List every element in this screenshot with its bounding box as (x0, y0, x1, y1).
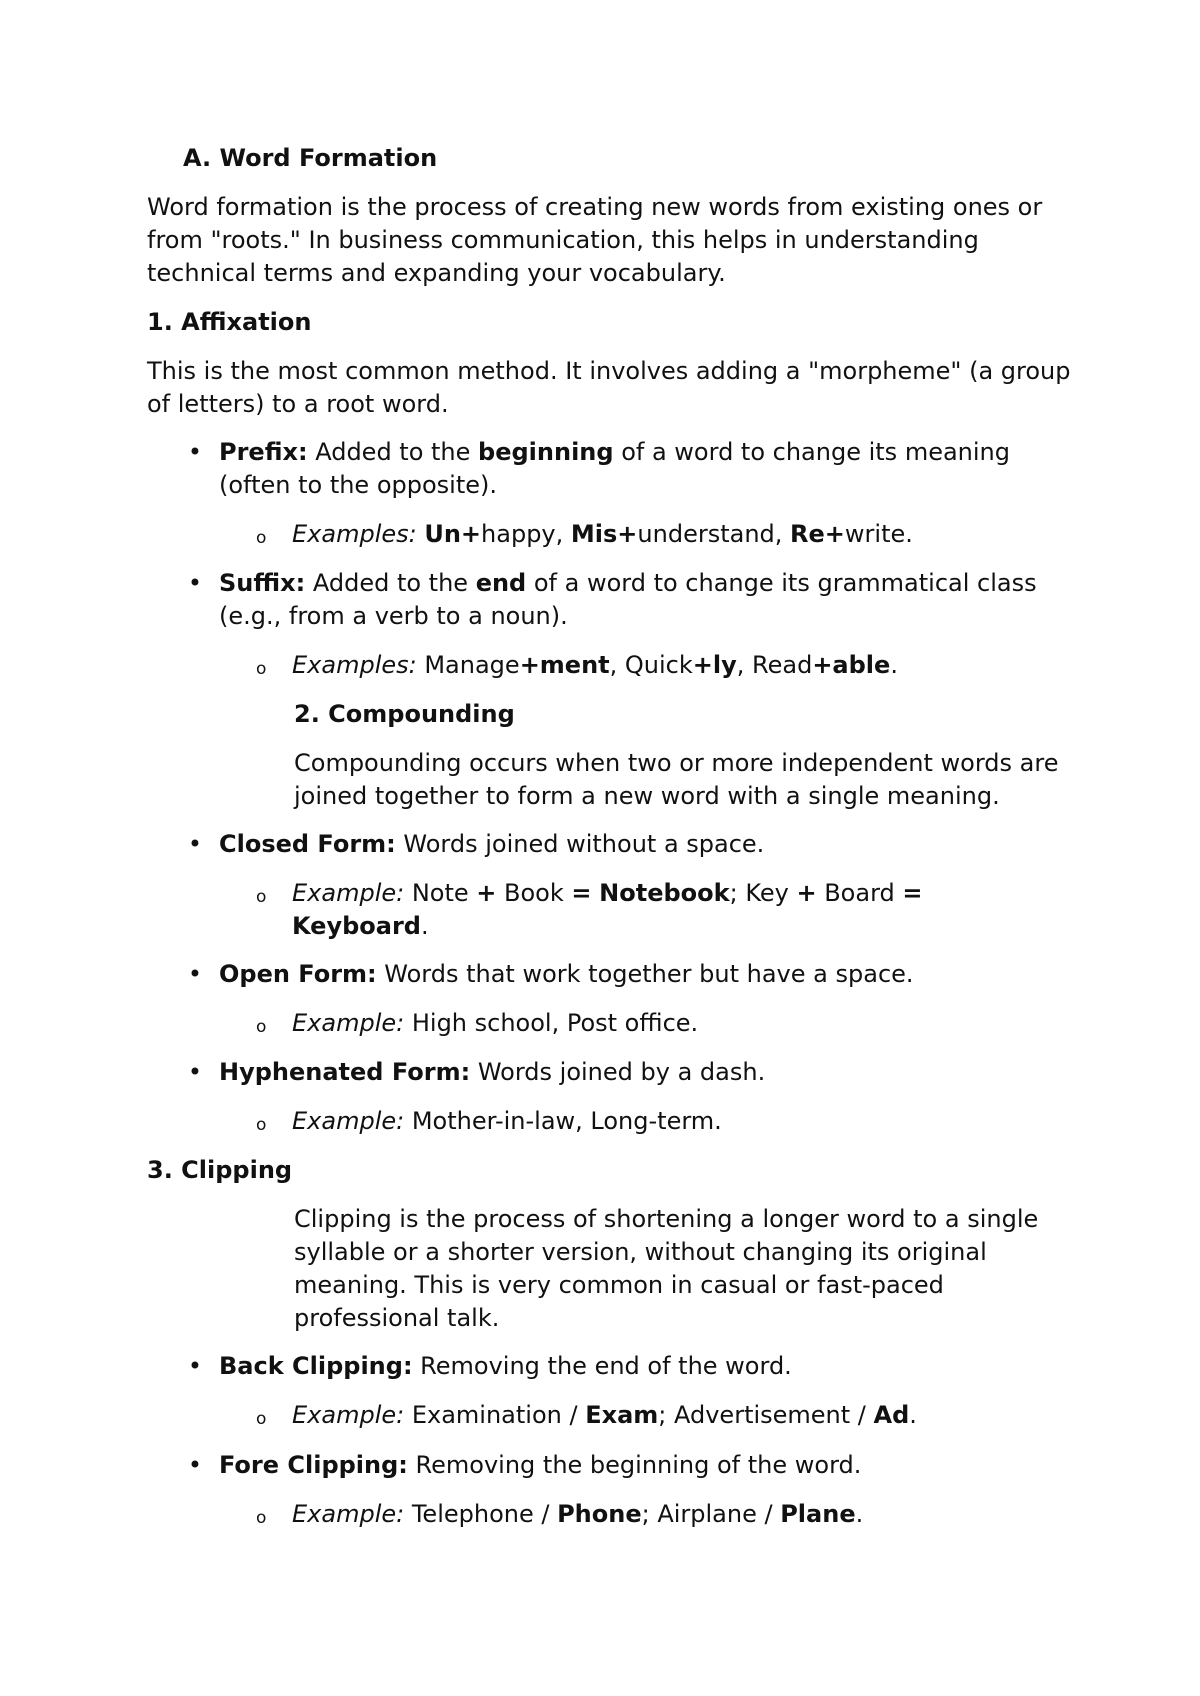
sub-bullet-icon: o (256, 659, 267, 679)
text-run: of a word to change its grammatical class (e.g., from a verb to a noun). (219, 569, 1037, 630)
operator: + (476, 879, 497, 907)
bullet-icon: • (187, 1352, 203, 1380)
affix-term: +able (812, 651, 891, 679)
text-run: Removing the end of the word. (412, 1352, 792, 1380)
sub-bullet-icon: o (256, 1409, 267, 1429)
list-item-text (219, 1449, 1085, 1482)
sub-bullet-icon: o (256, 528, 267, 548)
compound-word: Notebook (599, 879, 730, 907)
sub-bullet-icon: o (256, 1115, 267, 1135)
affix-term: +ment (519, 651, 610, 679)
section-heading-clipping: 3. Clipping (147, 1156, 293, 1184)
keyword: end (475, 569, 527, 597)
list-item-text (219, 1350, 1085, 1383)
compounding-description: Compounding occurs when two or more independent words are joined together to form a new word with a single meaning. (294, 749, 1059, 810)
bullet-icon: • (187, 1058, 203, 1086)
list-item-text (219, 567, 1085, 633)
affix-term: Mis+ (570, 520, 638, 548)
list-item-text (219, 1056, 1085, 1089)
example-text (292, 1498, 1072, 1531)
example-label: Example: (292, 1107, 405, 1135)
text-run: Words joined without a space. (395, 830, 765, 858)
keyword: beginning (478, 438, 614, 466)
text-run: , Read (736, 651, 813, 679)
affix-term: Re+ (790, 520, 845, 548)
text-run: Removing the beginning of the word. (407, 1451, 862, 1479)
text-run: of a word to change its meaning (often to the opposite). (219, 438, 1010, 499)
section-heading-affixation: 1. Affixation (147, 308, 312, 336)
bullet-icon: • (187, 569, 203, 597)
text-run: understand, (637, 520, 791, 548)
page-title: A. Word Formation (183, 144, 438, 172)
text-run: . (855, 1500, 864, 1528)
sub-bullet-icon: o (256, 1017, 267, 1037)
examples-label: Examples: (292, 520, 417, 548)
text-run: ; Key (729, 879, 797, 907)
text-run: Manage (416, 651, 520, 679)
clipped-word: Ad (873, 1401, 910, 1429)
term-label: Back Clipping: (219, 1352, 413, 1380)
text-run: Examination / (404, 1401, 586, 1429)
text-run: Added to the (305, 569, 476, 597)
operator: = (902, 879, 923, 907)
clipped-word: Plane (780, 1500, 856, 1528)
example-text (292, 1007, 1072, 1040)
text-run: ; Airplane / (641, 1500, 781, 1528)
example-label: Example: (292, 1500, 405, 1528)
term-label: Closed Form: (219, 830, 396, 858)
term-label: Open Form: (219, 960, 377, 988)
example-text (292, 877, 1072, 943)
list-item-text (219, 958, 1085, 991)
text-run (592, 879, 600, 907)
bullet-icon: • (187, 830, 203, 858)
sub-bullet-icon: o (256, 887, 267, 907)
sub-bullet-icon: o (256, 1508, 267, 1528)
text-run: Board (816, 879, 903, 907)
text-run: Mother-in-law, Long-term. (404, 1107, 722, 1135)
affix-term: Un+ (424, 520, 482, 548)
operator: + (796, 879, 817, 907)
affix-term: +ly (692, 651, 737, 679)
list-item-text (219, 828, 1085, 861)
example-label: Example: (292, 879, 405, 907)
compound-word: Keyboard (292, 912, 421, 940)
text-run: . (420, 912, 429, 940)
intro-paragraph: Word formation is the process of creating new words from existing ones or from "roots." In business communication, this helps in understanding technical terms and expanding your vocabulary. (147, 193, 1043, 287)
operator: = (571, 879, 592, 907)
example-text (292, 1105, 1072, 1138)
example-text (292, 1399, 1072, 1432)
text-run: , Quick (609, 651, 693, 679)
text-run: High school, Post office. (404, 1009, 699, 1037)
term-label: Prefix: (219, 438, 308, 466)
text-run: Added to the (307, 438, 479, 466)
clipped-word: Exam (585, 1401, 659, 1429)
text-run: Words joined by a dash. (470, 1058, 766, 1086)
clipping-description: Clipping is the process of shortening a longer word to a single syllable or a shorter version, without changing its original meaning. This is very common in casual or fast-paced professional talk. (294, 1205, 1039, 1332)
text-run: Note (404, 879, 477, 907)
affixation-description: This is the most common method. It involves adding a "morpheme" (a group of letters) to a root word. (147, 357, 1071, 418)
text-run: write. (844, 520, 913, 548)
bullet-icon: • (187, 1451, 203, 1479)
clipped-word: Phone (557, 1500, 642, 1528)
section-heading-compounding: 2. Compounding (294, 700, 515, 728)
example-label: Example: (292, 1401, 405, 1429)
text-run: ; Advertisement / (658, 1401, 874, 1429)
text-run: . (890, 651, 898, 679)
text-run: Telephone / (404, 1500, 558, 1528)
text-run: happy, (481, 520, 571, 548)
bullet-icon: • (187, 438, 203, 466)
bullet-icon: • (187, 960, 203, 988)
term-label: Fore Clipping: (219, 1451, 408, 1479)
text-run: . (909, 1401, 917, 1429)
list-item-text (219, 436, 1085, 502)
text-run: Words that work together but have a space. (376, 960, 914, 988)
example-label: Example: (292, 1009, 405, 1037)
term-label: Suffix: (219, 569, 306, 597)
examples-text (292, 518, 1072, 551)
text-run: Book (496, 879, 572, 907)
term-label: Hyphenated Form: (219, 1058, 471, 1086)
examples-text (292, 649, 1072, 682)
examples-label: Examples: (292, 651, 417, 679)
